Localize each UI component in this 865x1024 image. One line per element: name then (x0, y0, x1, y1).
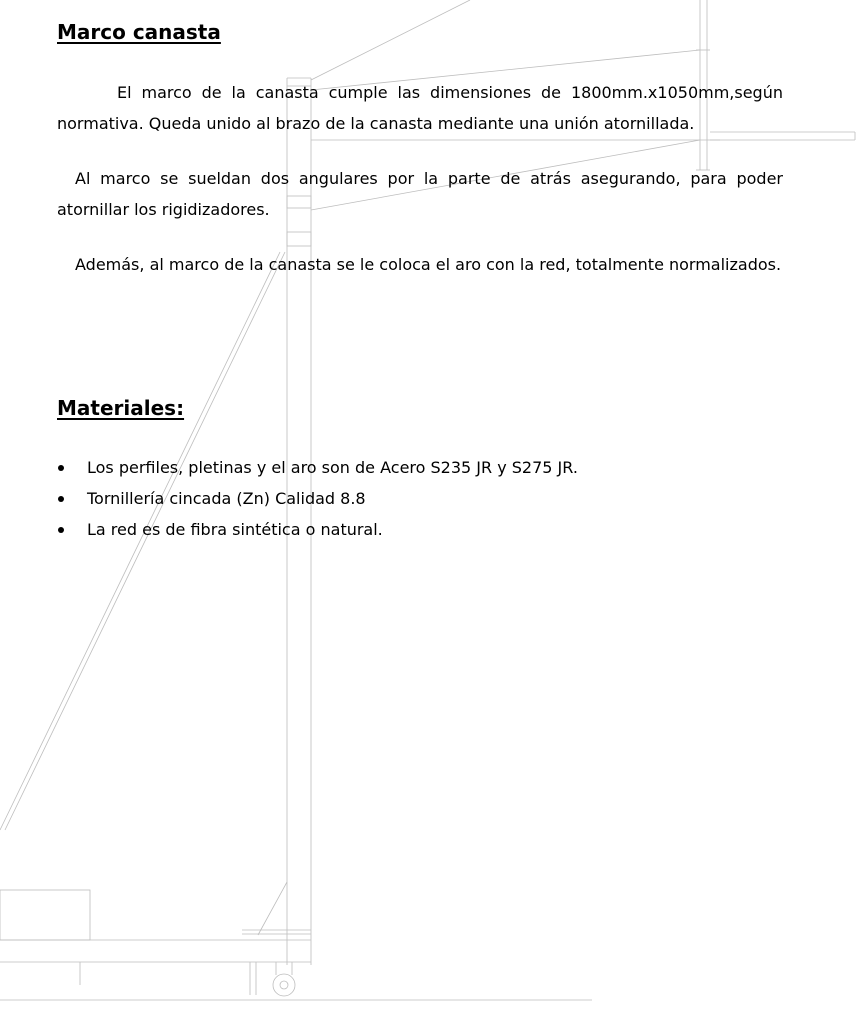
list-item-text: Los perfiles, pletinas y el aro son de Acero S235 JR y S275 JR. (87, 458, 578, 477)
paragraph-frame-dimensions: El marco de la canasta cumple las dimensiones de 1800mm.x1050mm,según normativa. Queda unido al brazo de la canasta mediante una unión atornillada. (57, 83, 783, 133)
list-item (57, 483, 578, 514)
paragraph-angle-welding: Al marco se sueldan dos angulares por la parte de atrás asegurando, para poder atornillar los rigidizadores. (57, 169, 783, 219)
paragraph-hoop-net: Además, al marco de la canasta se le coloca el aro con la red, totalmente normalizados. (75, 255, 782, 274)
section-heading-frame: Marco canasta (57, 20, 221, 44)
section-heading-materials: Materiales: (57, 396, 185, 420)
list-item (57, 452, 578, 483)
materials-list (57, 452, 578, 545)
bullet-icon (58, 496, 64, 502)
list-item-text: Tornillería cincada (Zn) Calidad 8.8 (87, 489, 366, 508)
bullet-icon (58, 465, 64, 471)
list-item (57, 514, 578, 545)
list-item-text: La red es de fibra sintética o natural. (87, 520, 383, 539)
bullet-icon (58, 527, 64, 533)
